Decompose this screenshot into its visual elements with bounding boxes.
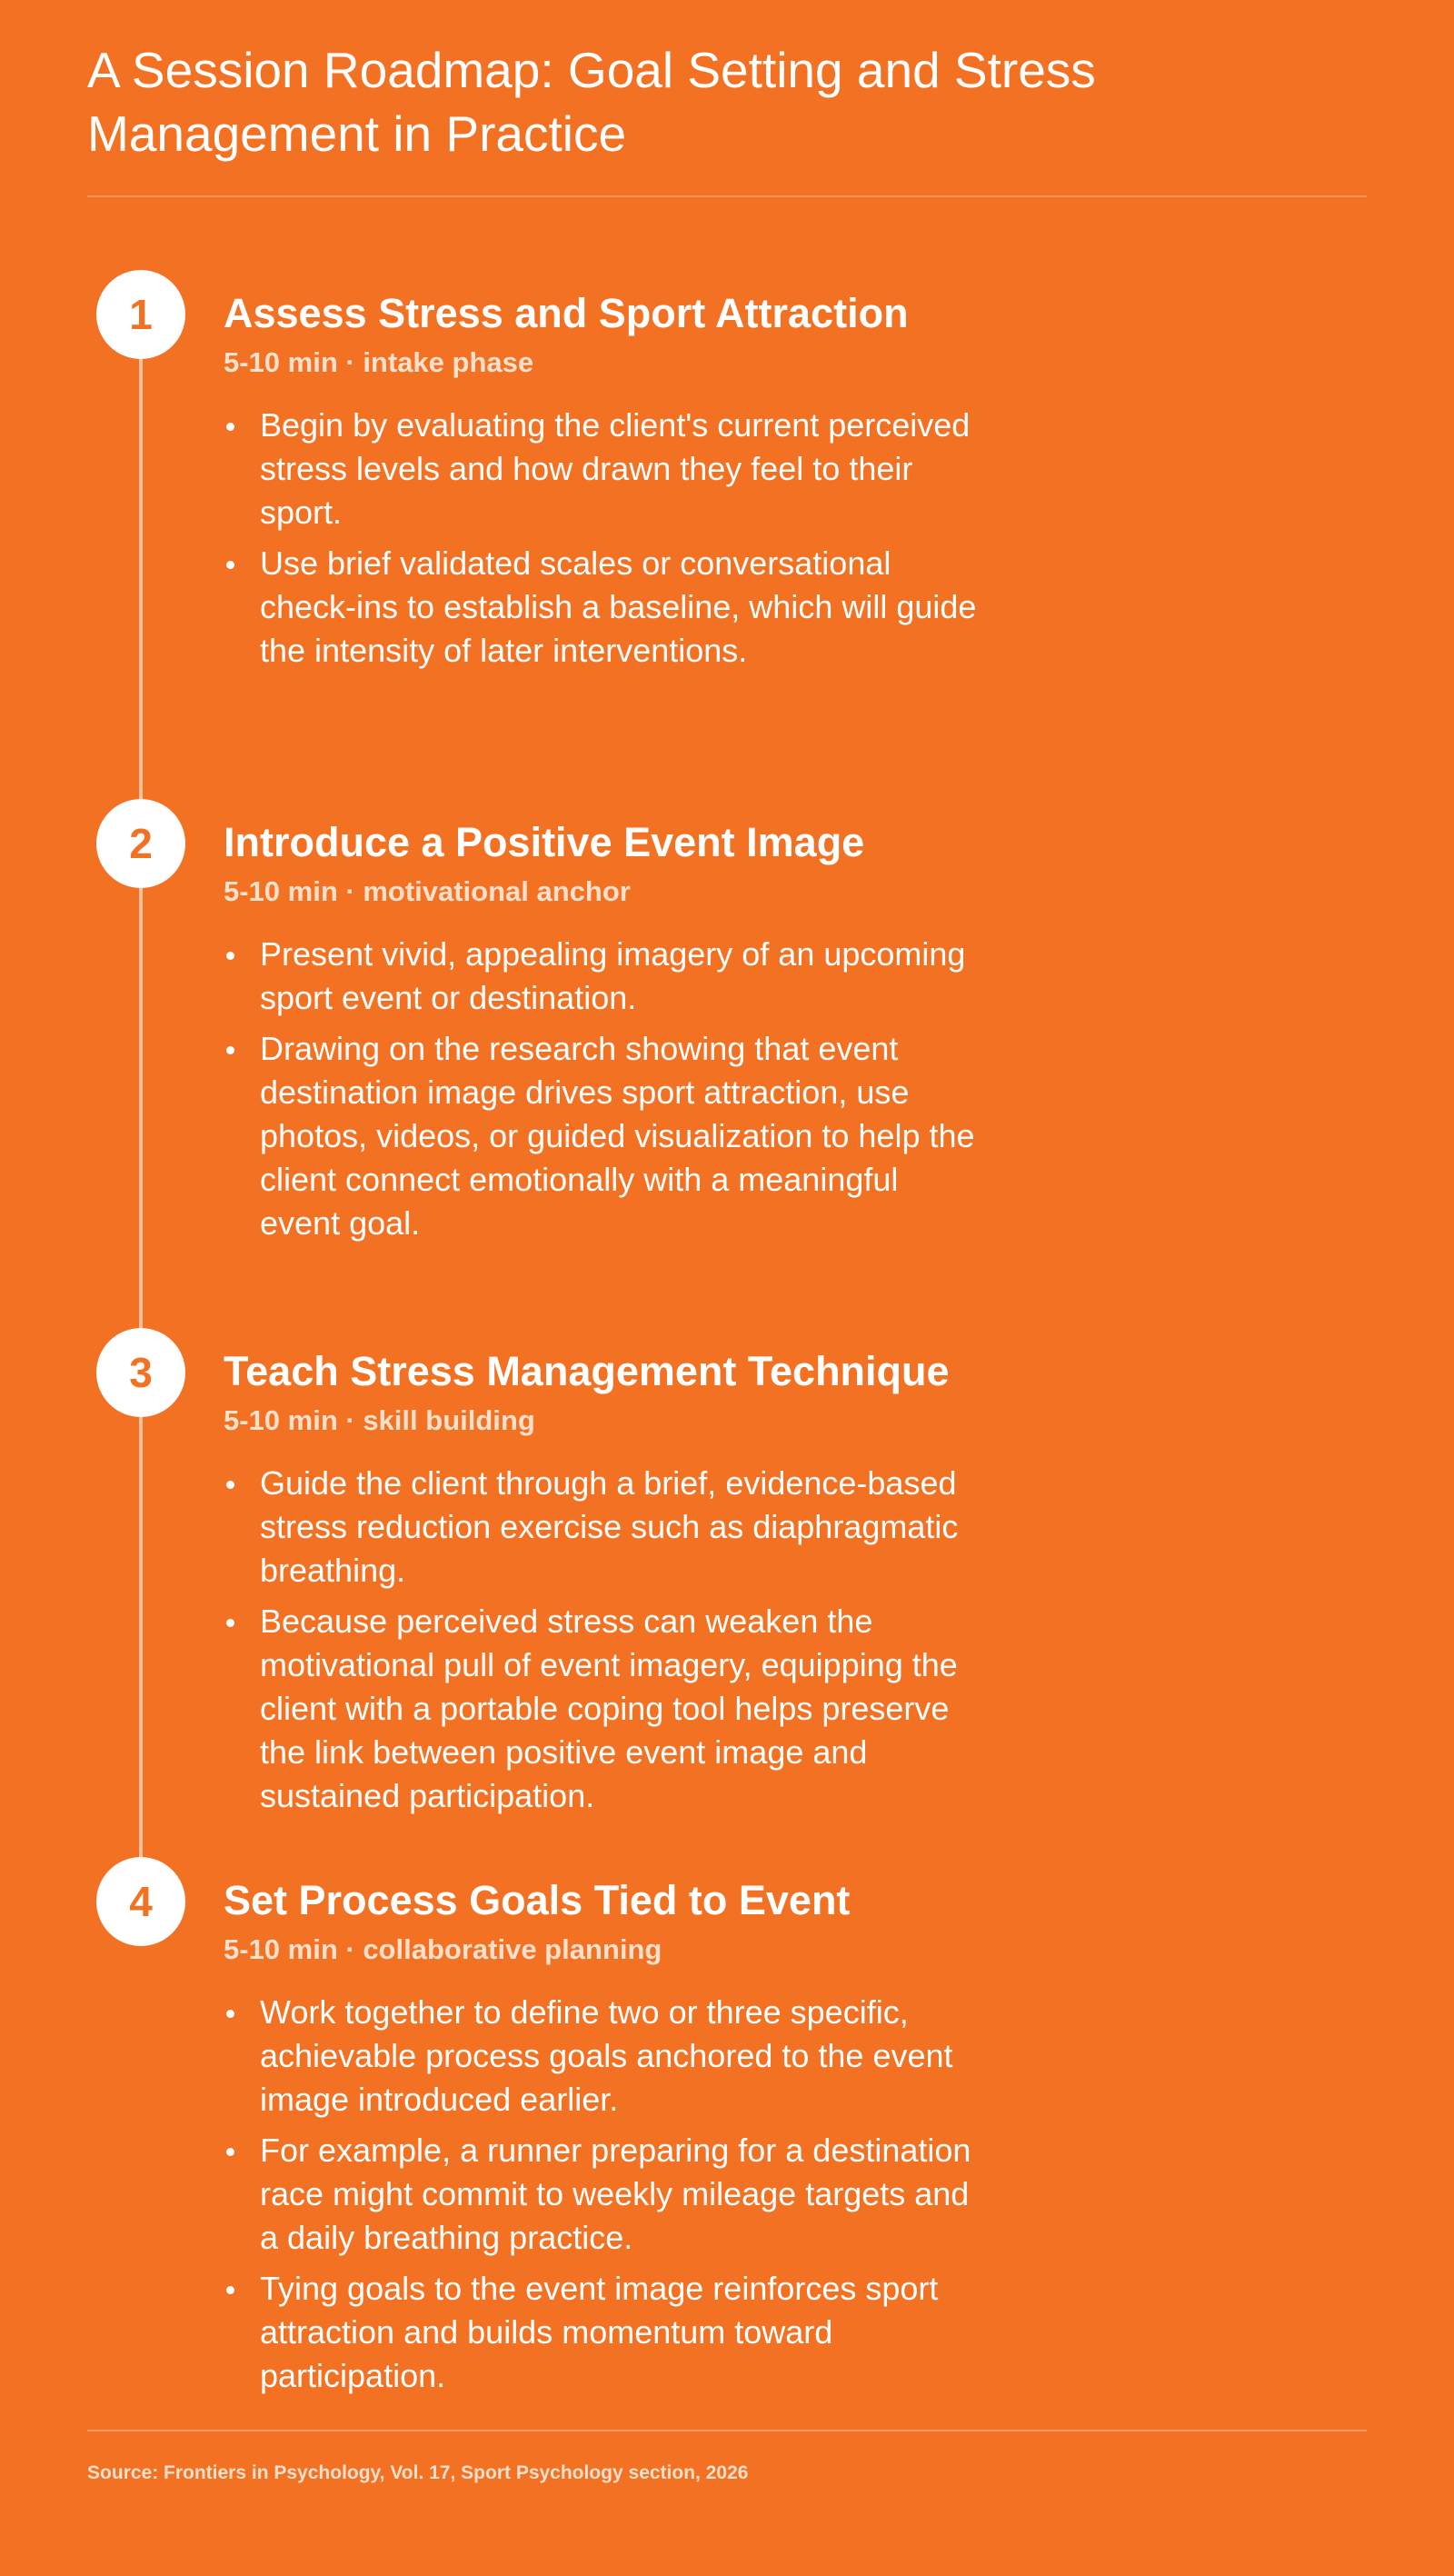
step-bullet: Work together to define two or three specific, achievable process goals anchored to the event image introduced earlier. bbox=[224, 1991, 987, 2122]
step-content bbox=[224, 1877, 1178, 2405]
step-duration-phase: 5-10 min · skill building bbox=[224, 1404, 535, 1436]
step-content bbox=[224, 1348, 1178, 1825]
step-number-badge: 2 bbox=[96, 799, 185, 888]
page-title: A Session Roadmap: Goal Setting and Stress Management in Practice bbox=[87, 42, 1096, 162]
step-duration-phase: 5-10 min · intake phase bbox=[224, 346, 534, 378]
step-bullet-list bbox=[224, 1991, 1178, 2398]
step-bullet: Begin by evaluating the client's current perceived stress levels and how drawn they feel to their sport. bbox=[224, 404, 987, 534]
roadmap-page bbox=[87, 0, 1367, 2576]
step-bullet: For example, a runner preparing for a destination race might commit to weekly mileage targets and a daily breathing practice. bbox=[224, 2129, 987, 2260]
footer-divider bbox=[87, 2430, 1367, 2431]
step-bullet: Tying goals to the event image reinforces sport attraction and builds momentum toward participation. bbox=[224, 2267, 987, 2398]
step-title: Set Process Goals Tied to Event bbox=[224, 1877, 851, 1923]
step-title: Introduce a Positive Event Image bbox=[224, 819, 865, 865]
step-bullet: Because perceived stress can weaken the motivational pull of event imagery, equipping the client with a portable coping tool helps preserve the link between positive event image and sustained participation. bbox=[224, 1600, 987, 1818]
step-title: Assess Stress and Sport Attraction bbox=[224, 290, 909, 336]
source-citation: Source: Frontiers in Psychology, Vol. 17, Sport Psychology section, 2026 bbox=[87, 2462, 749, 2483]
timeline-connector bbox=[139, 315, 143, 1902]
title-divider bbox=[87, 195, 1367, 197]
step-title: Teach Stress Management Technique bbox=[224, 1348, 950, 1394]
step-number-badge: 3 bbox=[96, 1328, 185, 1417]
step-content bbox=[224, 290, 1178, 680]
step-duration-phase: 5-10 min · collaborative planning bbox=[224, 1933, 662, 1965]
step-number-badge: 1 bbox=[96, 270, 185, 359]
step-bullet-list bbox=[224, 933, 1178, 1245]
step-content bbox=[224, 819, 1178, 1253]
step-bullet: Use brief validated scales or conversational check-ins to establish a baseline, which will guide the intensity of later interventions. bbox=[224, 542, 987, 673]
step-bullet: Guide the client through a brief, evidence-based stress reduction exercise such as diaphragmatic breathing. bbox=[224, 1462, 987, 1593]
step-bullet: Present vivid, appealing imagery of an upcoming sport event or destination. bbox=[224, 933, 987, 1020]
step-bullet-list bbox=[224, 1462, 1178, 1818]
step-number-badge: 4 bbox=[96, 1857, 185, 1946]
step-bullet: Drawing on the research showing that event destination image drives sport attraction, use photos, videos, or guided visualization to help the client connect emotionally with a meaningful event goal. bbox=[224, 1027, 987, 1245]
step-duration-phase: 5-10 min · motivational anchor bbox=[224, 875, 631, 907]
step-bullet-list bbox=[224, 404, 1178, 673]
